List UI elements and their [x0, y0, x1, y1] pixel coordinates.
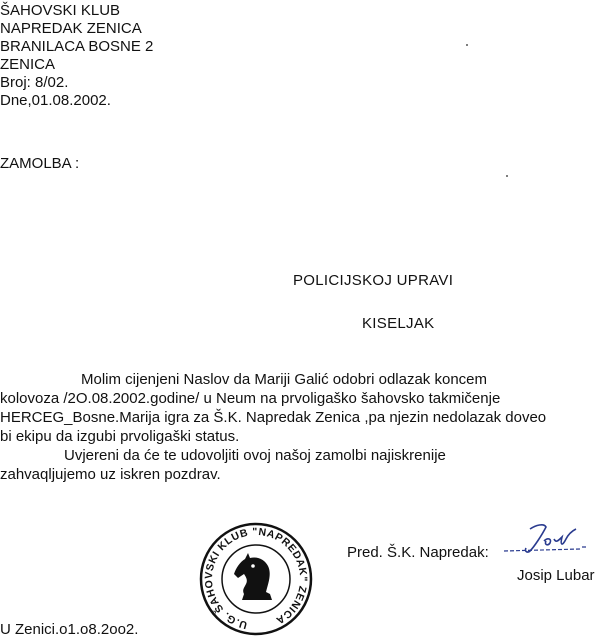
reference-number: Broj: 8/02. — [0, 74, 69, 91]
body-line: Uvjereni da će te udovoljiti ovoj našoj zamolbi najiskrenije — [64, 447, 446, 464]
sender-line: NAPREDAK ZENICA — [0, 20, 142, 37]
recipient-line-1: POLICIJSKOJ UPRAVI — [293, 272, 454, 289]
sender-line: ZENICA — [0, 56, 56, 73]
sender-address — [0, 2, 153, 110]
letter-date: Dne,01.08.2002. — [0, 92, 111, 109]
signer-name: Josip Lubar — [517, 567, 595, 584]
stamp-text: U.G. ŠAHOVSKI KLUB "NAPREDAK" ZENICA — [202, 525, 310, 632]
handwritten-signature — [500, 521, 600, 561]
place-and-date: U Zenici.o1.o8.2oo2. — [0, 621, 139, 638]
body-line: HERCEG_Bosne.Marija igra za Š.K. Napredak Zenica ,pa njezin nedolazak doveo — [0, 409, 547, 426]
sender-line: ŠAHOVSKI KLUB — [0, 2, 121, 19]
scan-speck — [466, 44, 468, 46]
letter-body — [0, 371, 546, 485]
body-line: bi ekipu da izgubi prvoligaški status. — [0, 428, 240, 445]
letter-subject: ZAMOLBA : — [0, 155, 80, 172]
sender-line: BRANILACA BOSNE 2 — [0, 38, 154, 55]
scan-speck — [506, 175, 508, 177]
body-line: Molim cijenjeni Naslov da Mariji Galić odobri odlazak koncem — [81, 371, 487, 388]
body-line: kolovoza /2O.08.2002.godine/ u Neum na prvoligaško šahovsko takmičenje — [0, 390, 501, 407]
signer-title: Pred. Š.K. Napredak: — [347, 544, 489, 561]
knight-icon — [234, 553, 272, 600]
recipient-line-2: KISELJAK — [362, 315, 435, 332]
club-stamp — [196, 520, 316, 636]
body-line: zahvaqljujemo uz iskren pozdrav. — [0, 466, 221, 483]
